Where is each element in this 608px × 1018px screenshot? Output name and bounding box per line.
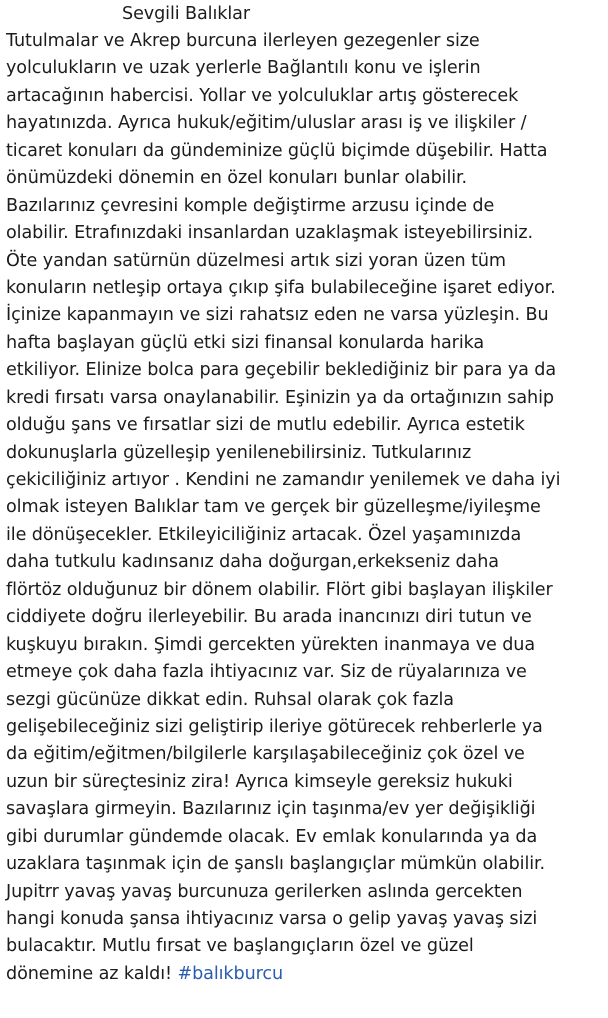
- hashtag-link[interactable]: #balıkburcu: [177, 963, 284, 984]
- post-line: sezgi gücünüze dikkat edin. Ruhsal olarak çok fazla: [6, 689, 454, 710]
- post-line: Tutulmalar ve Akrep burcuna ilerleyen gezegenler size: [6, 31, 480, 51]
- post-line: daha tutkulu kadınsanız daha doğurgan,erkekseniz daha: [6, 552, 499, 573]
- post-line: olduğu şans ve fırsatlar sizi de mutlu edebilir. Ayrıca estetik: [6, 415, 525, 436]
- post-line: artacağının habercisi. Yollar ve yolculuklar artış gösterecek: [6, 85, 519, 106]
- post-line: bulacaktır. Mutlu fırsat ve başlangıçların özel ve güzel: [6, 936, 474, 957]
- post-line: gelişebileceğiniz sizi geliştirip ileriye götürecek rehberlerle ya: [6, 716, 543, 737]
- post-line: gibi durumlar gündemde olacak. Ev emlak konularında ya da: [6, 826, 538, 847]
- post-line: kuşkuyu bırakın. Şimdi gercekten yürekten inanmaya ve dua: [6, 634, 536, 655]
- post-line: flörtöz olduğunuz bir dönem olabilir. Flört gibi başlayan ilişkiler: [6, 579, 553, 600]
- post-text: [6, 0, 606, 988]
- post-line: çekiciliğiniz artıyor . Kendini ne zamandır yenilemek ve daha iyi: [6, 470, 561, 490]
- post-last-line: [6, 961, 606, 988]
- post-line: önümüzdeki dönemin en özel konuları bunlar olabilir.: [6, 168, 468, 189]
- post-line: yolculukların ve uzak yerlerle Bağlantılı konu ve işlerin: [6, 58, 481, 79]
- post-line: ile dönüşecekler. Etkileyiciliğiniz artacak. Özel yaşamınızda: [6, 524, 522, 545]
- post-line: hafta başlayan güçlü etki sizi finansal konularda harika: [6, 332, 485, 353]
- post-line: Bazılarınız çevresini komple değiştirme arzusu içinde de: [6, 195, 495, 216]
- post-line: ticaret konuları da gündeminize güçlü biçimde düşebilir. Hatta: [6, 140, 548, 161]
- post-line: uzun bir süreçtesiniz zira! Ayrıca kimseyle gereksiz hukuki: [6, 771, 513, 792]
- post-line: hangi konuda şansa ihtiyacınız varsa o gelip yavaş yavaş sizi: [6, 909, 538, 929]
- post-line: konuların netleşip ortaya çıkıp şifa bulabileceğine işaret ediyor.: [6, 277, 556, 298]
- post-line: olmak isteyen Balıklar tam ve gerçek bir güzelleşme/iyileşme: [6, 497, 541, 518]
- post-line: kredi fırsatı varsa onaylanabilir. Eşinizin ya da ortağınızın sahip: [6, 387, 554, 408]
- post-line: etkiliyor. Elinize bolca para geçebilir beklediğiniz bir para ya da: [6, 360, 557, 381]
- post-line: Jupitrr yavaş yavaş burcunuza gerilerken aslında gercekten: [6, 881, 523, 902]
- post-line: olabilir. Etrafınızdaki insanlardan uzaklaşmak isteyebilirsiniz.: [6, 223, 533, 244]
- post-line: da eğitim/eğitmen/bilgilerle karşılaşabileceğiniz çok özel ve: [6, 744, 525, 765]
- post-line: savaşlara girmeyin. Bazılarınız için taşınma/ev yer değişikliği: [6, 799, 536, 820]
- post-last-line-text: dönemine az kaldı!: [6, 963, 178, 984]
- post-line: dokunuşlarla güzelleşip yenilenebilirsiniz. Tutkularınız: [6, 442, 472, 463]
- post-line: ciddiyete doğru ilerleyebilir. Bu arada inancınızı diri tutun ve: [6, 607, 532, 628]
- post-line: İçinize kapanmayın ve sizi rahatsız eden ne varsa yüzleşin. Bu: [6, 305, 549, 326]
- post-line: Öte yandan satürnün düzelmesi artık sizi yoran üzen tüm: [6, 250, 506, 271]
- post-title: Sevgili Balıklar: [122, 4, 250, 24]
- post-line: uzaklara taşınmak için de şanslı başlangıçlar mümkün olabilir.: [6, 854, 546, 875]
- post-line: etmeye çok daha fazla ihtiyacınız var. Siz de rüyalarınıza ve: [6, 662, 527, 683]
- post-line: hayatınızda. Ayrıca hukuk/eğitim/uluslar arası iş ve ilişkiler /: [6, 113, 527, 134]
